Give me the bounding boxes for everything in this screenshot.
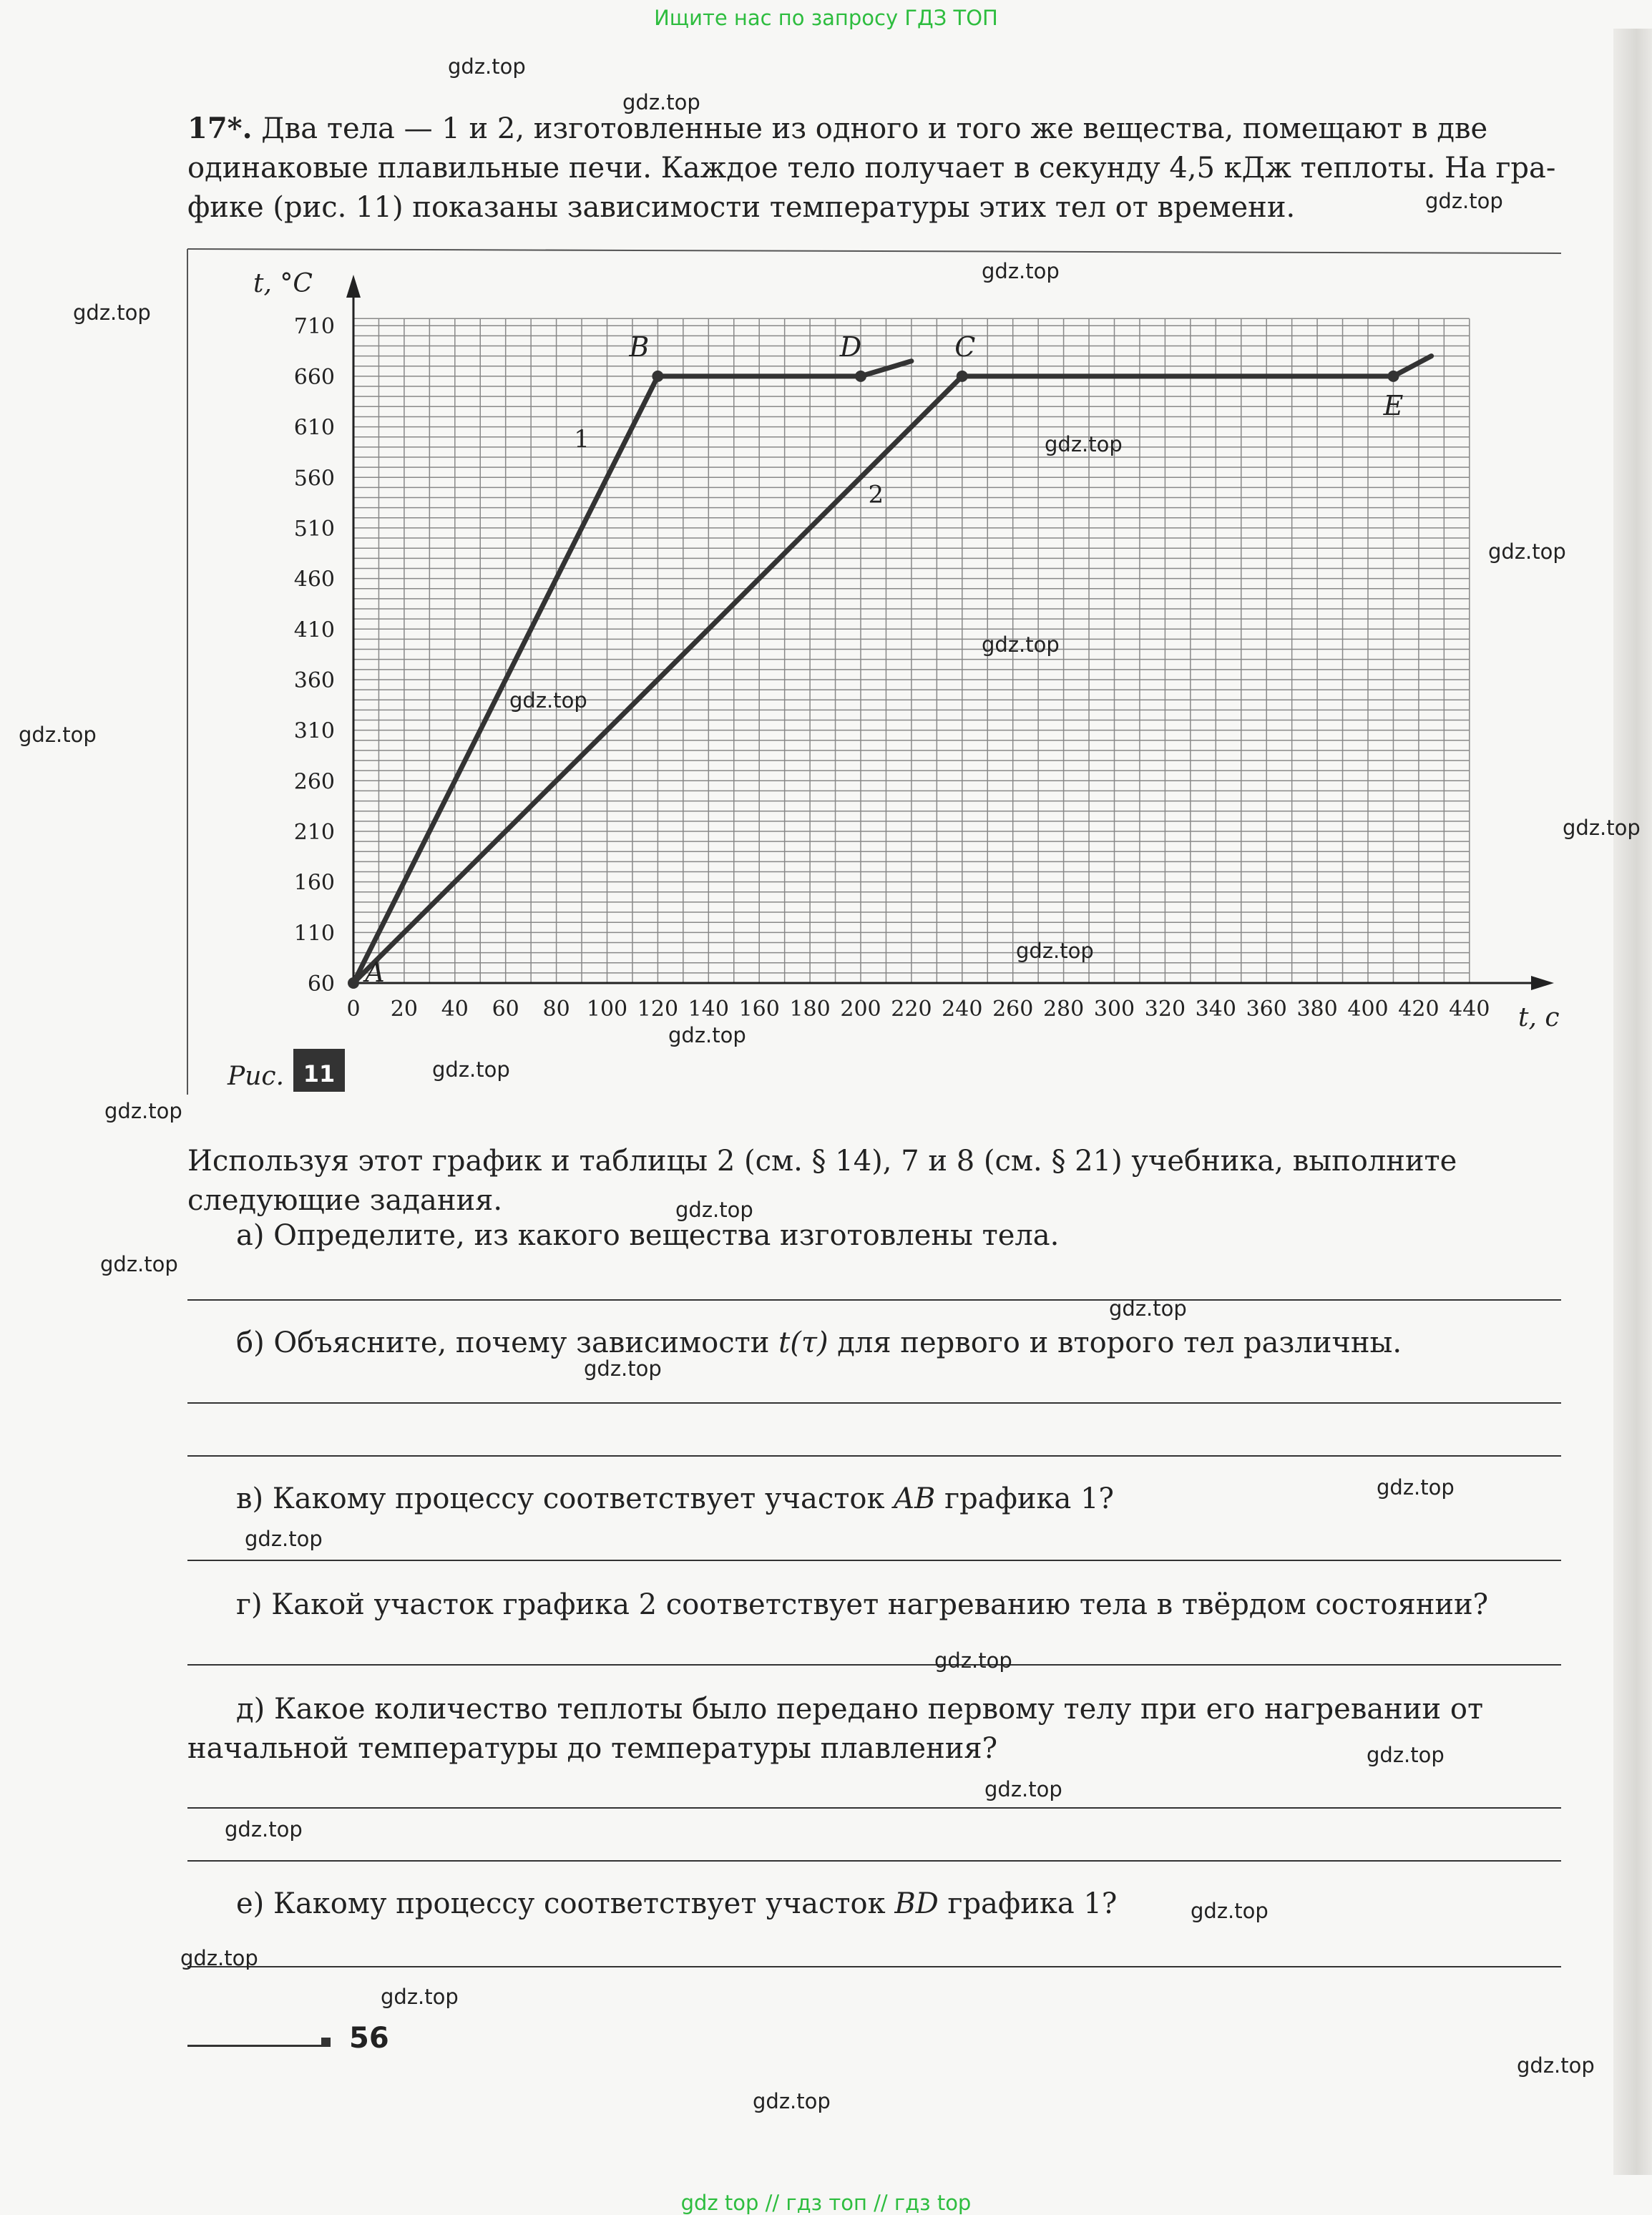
y-tick-label: 610	[293, 415, 335, 441]
watermark: gdz.top	[622, 90, 700, 114]
x-tick-label: 260	[992, 997, 1034, 1022]
page-number: 56	[349, 2022, 389, 2055]
series-label-1: 1	[574, 424, 590, 454]
point-A	[348, 977, 359, 989]
watermark: gdz.top	[100, 1252, 178, 1276]
point-label-A: A	[365, 957, 385, 988]
question-d-line-2: начальной температуры до температуры плавления?	[187, 1732, 998, 1765]
question-a: а) Определите, из какого вещества изготовлены тела.	[236, 1219, 1060, 1252]
answer-line[interactable]	[187, 1560, 1561, 1561]
x-tick-label: 140	[688, 997, 729, 1022]
watermark: gdz.top	[180, 1946, 258, 1970]
question-g: г) Какой участок графика 2 соответствует нагреванию тела в твёрдом состоянии?	[236, 1588, 1489, 1621]
watermark: gdz.top	[1109, 1296, 1187, 1321]
x-tick-label: 0	[346, 997, 361, 1022]
problem-line-2: одинаковые плавильные печи. Каждое тело получает в секунду 4,5 кДж теплоты. На гра-	[187, 152, 1556, 185]
answer-line[interactable]	[187, 1455, 1561, 1457]
y-tick-label: 160	[293, 870, 335, 896]
question-e	[236, 1884, 1567, 1924]
watermark: gdz.top	[381, 1985, 459, 2009]
x-tick-label: 60	[492, 997, 519, 1022]
question-v-segment: AB	[894, 1482, 936, 1515]
answer-line[interactable]	[187, 1860, 1561, 1862]
watermark: gdz.top	[1517, 2053, 1595, 2078]
point-E	[1387, 371, 1399, 382]
point-label-E: E	[1383, 389, 1404, 421]
figure-caption-label: Рис.	[228, 1062, 285, 1091]
page-number-marker	[321, 2038, 331, 2047]
point-label-D: D	[839, 331, 862, 363]
x-tick-label: 160	[738, 997, 780, 1022]
top-banner[interactable]: Ищите нас по запросу ГДЗ ТОП	[654, 6, 998, 30]
question-b-formula: t(τ)	[778, 1326, 829, 1359]
x-tick-label: 20	[390, 997, 418, 1022]
question-v-pre: в) Какому процессу соответствует участок	[236, 1482, 894, 1515]
instruction-line-1: Используя этот график и таблицы 2 (см. § 14), 7 и 8 (см. § 21) учебника, выполните	[187, 1145, 1457, 1178]
problem-line-3: фике (рис. 11) показаны зависимости температуры этих тел от времени.	[187, 191, 1296, 224]
y-axis-arrow	[346, 275, 361, 298]
x-tick-label: 120	[637, 997, 679, 1022]
series-label-2: 2	[868, 480, 884, 509]
watermark: gdz.top	[753, 2089, 831, 2113]
bottom-banner[interactable]: gdz top // гдз топ // гдз top	[680, 2191, 972, 2215]
y-tick-label: 710	[293, 314, 335, 340]
watermark: gdz.top	[675, 1198, 753, 1222]
x-tick-label: 240	[942, 997, 983, 1022]
y-tick-label: 660	[293, 364, 335, 390]
watermark: gdz.top	[1425, 189, 1503, 213]
x-tick-label: 400	[1347, 997, 1389, 1022]
watermark: gdz.top	[509, 688, 587, 713]
y-tick-label: 60	[307, 972, 335, 997]
watermark: gdz.top	[1563, 816, 1641, 840]
figure-frame-top	[187, 249, 1561, 253]
question-e-segment: BD	[894, 1887, 939, 1920]
x-tick-label: 280	[1042, 997, 1085, 1022]
y-tick-label: 310	[293, 718, 335, 744]
x-tick-label: 80	[542, 997, 570, 1022]
question-d-cont	[187, 1729, 1561, 1769]
answer-line[interactable]	[187, 1299, 1561, 1301]
y-axis-label: t, °C	[253, 269, 313, 298]
x-axis-arrow	[1531, 976, 1554, 990]
x-tick-label: 360	[1246, 997, 1287, 1022]
y-tick-label: 260	[293, 769, 335, 795]
problem-text-1: Два тела — 1 и 2, изготовленные из одного и того же вещества, помещают в две	[261, 112, 1488, 145]
y-tick-label: 360	[293, 668, 335, 693]
watermark: gdz.top	[934, 1648, 1012, 1673]
x-tick-label: 420	[1398, 997, 1440, 1022]
watermark: gdz.top	[1016, 939, 1094, 963]
watermark: gdz.top	[1377, 1475, 1455, 1500]
watermark: gdz.top	[1045, 432, 1123, 456]
point-label-C: C	[954, 331, 976, 363]
x-axis-label: t, с	[1518, 1003, 1560, 1032]
y-tick-label: 110	[293, 921, 335, 947]
question-v	[236, 1480, 1567, 1519]
watermark: gdz.top	[982, 632, 1060, 657]
problem-number: 17*.	[187, 112, 253, 145]
x-tick-label: 100	[586, 997, 628, 1022]
figure-number: 11	[303, 1060, 336, 1087]
watermark: gdz.top	[1367, 1743, 1445, 1767]
answer-line[interactable]	[187, 1664, 1561, 1666]
x-tick-label: 200	[840, 997, 881, 1022]
watermark: gdz.top	[245, 1527, 323, 1551]
y-tick-label: 460	[293, 567, 335, 592]
watermark: gdz.top	[432, 1057, 510, 1082]
question-b	[236, 1324, 1567, 1363]
answer-line[interactable]	[187, 1402, 1561, 1404]
question-b-pre: б) Объясните, почему зависимости	[236, 1326, 779, 1359]
x-tick-label: 220	[891, 997, 932, 1022]
watermark: gdz.top	[982, 259, 1060, 283]
y-tick-label: 410	[293, 617, 335, 643]
watermark: gdz.top	[104, 1099, 182, 1123]
watermark: gdz.top	[584, 1356, 662, 1381]
instruction-line-2: следующие задания.	[187, 1184, 503, 1217]
watermark: gdz.top	[19, 723, 97, 747]
x-tick-label: 300	[1093, 997, 1135, 1022]
y-tick-label: 560	[293, 466, 335, 492]
question-e-pre: е) Какому процессу соответствует участок	[236, 1887, 895, 1920]
page-number-rule	[187, 2045, 331, 2047]
x-tick-label: 340	[1195, 997, 1236, 1022]
question-d	[236, 1690, 1567, 1729]
point-D	[855, 371, 866, 382]
watermark: gdz.top	[1191, 1899, 1269, 1923]
x-tick-label: 380	[1296, 997, 1338, 1022]
watermark: gdz.top	[1488, 539, 1566, 564]
question-d-line-1: д) Какое количество теплоты было передано первому телу при его нагревании от	[236, 1693, 1484, 1726]
answer-line[interactable]	[187, 1807, 1561, 1809]
point-label-B: B	[629, 331, 650, 363]
instruction	[187, 1142, 1561, 1221]
point-B	[652, 371, 663, 382]
x-tick-label: 320	[1144, 997, 1186, 1022]
watermark: gdz.top	[984, 1777, 1062, 1801]
question-e-post: графика 1?	[938, 1887, 1118, 1920]
watermark: gdz.top	[668, 1023, 746, 1047]
watermark: gdz.top	[73, 300, 151, 325]
y-tick-label: 210	[293, 819, 335, 845]
y-tick-label: 510	[293, 516, 335, 542]
question-b-post: для первого и второго тел различны.	[828, 1326, 1402, 1359]
x-tick-label: 40	[441, 997, 469, 1022]
x-tick-label: 440	[1449, 997, 1490, 1022]
watermark: gdz.top	[448, 54, 526, 79]
answer-line[interactable]	[187, 1966, 1561, 1967]
question-v-post: графика 1?	[935, 1482, 1115, 1515]
watermark: gdz.top	[225, 1817, 303, 1842]
x-tick-label: 180	[789, 997, 831, 1022]
point-C	[957, 371, 968, 382]
